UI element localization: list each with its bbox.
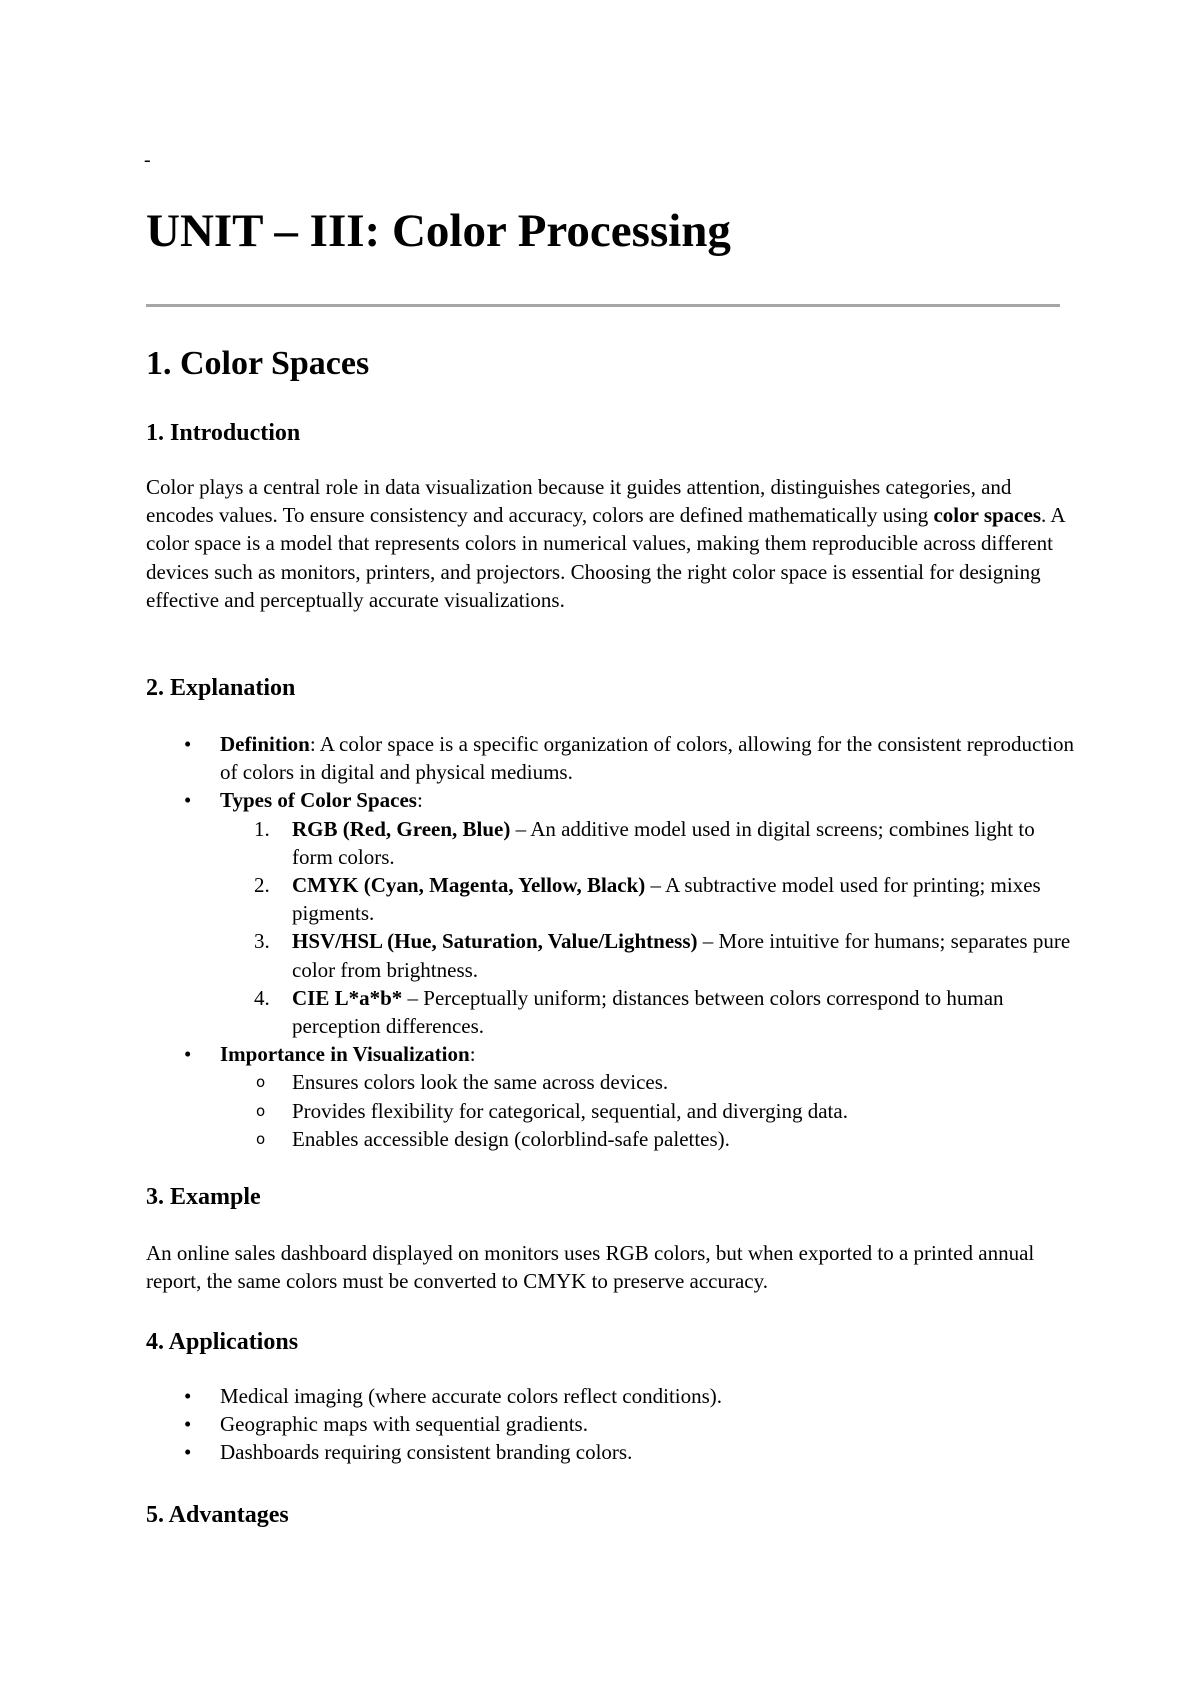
bullet-icon: • (184, 1440, 192, 1465)
bullet-icon: • (184, 732, 192, 756)
header-mark: - (144, 149, 151, 171)
definition-text: : A color space is a specific organization of colors, allowing for the consistent reproduction of colors in digital and physical mediums. (220, 732, 1074, 785)
types-suffix: : (416, 788, 423, 813)
importance-text: Enables accessible design (colorblind-safe palettes). (292, 1126, 730, 1151)
list-item-type-rgb (146, 815, 1076, 871)
applications-list (146, 1382, 1076, 1467)
list-item-importance-1 (146, 1068, 1076, 1096)
list-number: 4. (254, 985, 270, 1010)
type-desc: – An additive model used in digital screens; combines light to form colors. (292, 816, 1035, 869)
circle-bullet-icon: o (256, 1101, 266, 1120)
type-name: CIE L*a*b* (292, 985, 403, 1010)
list-item-importance-3 (146, 1125, 1076, 1153)
application-text: Geographic maps with sequential gradients. (220, 1412, 588, 1437)
types-label: Types of Color Spaces (220, 788, 417, 813)
list-number: 3. (254, 929, 270, 954)
example-heading: 3. Example (146, 1184, 261, 1210)
list-item-definition (146, 730, 1076, 786)
introduction-bold-term: color spaces (933, 503, 1041, 528)
introduction-paragraph (146, 473, 1076, 614)
page-title: UNIT – III: Color Processing (146, 205, 731, 257)
type-name: CMYK (Cyan, Magenta, Yellow, Black) (292, 873, 646, 898)
list-item-types (146, 786, 1076, 814)
type-desc: – A subtractive model used for printing; mixes pigments. (292, 873, 1041, 926)
circle-bullet-icon: o (256, 1073, 266, 1092)
example-paragraph: An online sales dashboard displayed on monitors uses RGB colors, but when exported to a printed annual report, the same colors must be converted to CMYK to preserve accuracy. (146, 1241, 1035, 1294)
importance-text: Ensures colors look the same across devices. (292, 1070, 669, 1095)
list-number: 1. (254, 816, 270, 841)
list-item-type-cmyk (146, 871, 1076, 927)
type-desc: – Perceptually uniform; distances between colors correspond to human perception differences. (292, 985, 1004, 1039)
bullet-icon: • (184, 1412, 192, 1437)
type-name: RGB (Red, Green, Blue) (292, 816, 511, 841)
applications-heading: 4. Applications (146, 1329, 299, 1355)
type-name: HSV/HSL (Hue, Saturation, Value/Lightness) (292, 929, 698, 954)
importance-text: Provides flexibility for categorical, sequential, and diverging data. (292, 1098, 848, 1123)
list-item-application-1 (146, 1382, 1076, 1410)
application-text: Dashboards requiring consistent branding colors. (220, 1440, 633, 1465)
list-item-type-hsv (146, 927, 1076, 983)
introduction-heading: 1. Introduction (146, 420, 301, 446)
horizontal-divider (146, 304, 1060, 307)
section-title: 1. Color Spaces (146, 345, 370, 382)
bullet-icon: • (184, 1042, 192, 1067)
introduction-text-2: . A color space is a model that represents colors in numerical values, making them reproducible across different devices such as monitors, printers, and projectors. Choosing the right color space is essential for designing effective and perceptually accurate visualizations. (146, 503, 1065, 612)
list-item-importance (146, 1040, 1076, 1068)
list-item-type-cielab (146, 984, 1076, 1040)
bullet-icon: • (184, 788, 192, 813)
definition-label: Definition (220, 732, 310, 756)
importance-suffix: : (469, 1042, 476, 1067)
explanation-heading: 2. Explanation (146, 675, 296, 701)
list-number: 2. (254, 873, 270, 898)
explanation-list (146, 730, 1076, 1153)
importance-label: Importance in Visualization (220, 1042, 470, 1067)
advantages-heading: 5. Advantages (146, 1502, 289, 1528)
application-text: Medical imaging (where accurate colors reflect conditions). (220, 1384, 723, 1408)
introduction-text-1: Color plays a central role in data visualization because it guides attention, distinguishes categories, and encodes values. To ensure consistency and accuracy, colors are defined mathematically using (146, 475, 1012, 528)
list-item-importance-2 (146, 1097, 1076, 1125)
circle-bullet-icon: o (256, 1129, 266, 1148)
list-item-application-3 (146, 1438, 1076, 1466)
list-item-application-2 (146, 1410, 1076, 1438)
type-desc: – More intuitive for humans; separates pure color from brightness. (292, 929, 1071, 982)
bullet-icon: • (184, 1384, 192, 1408)
